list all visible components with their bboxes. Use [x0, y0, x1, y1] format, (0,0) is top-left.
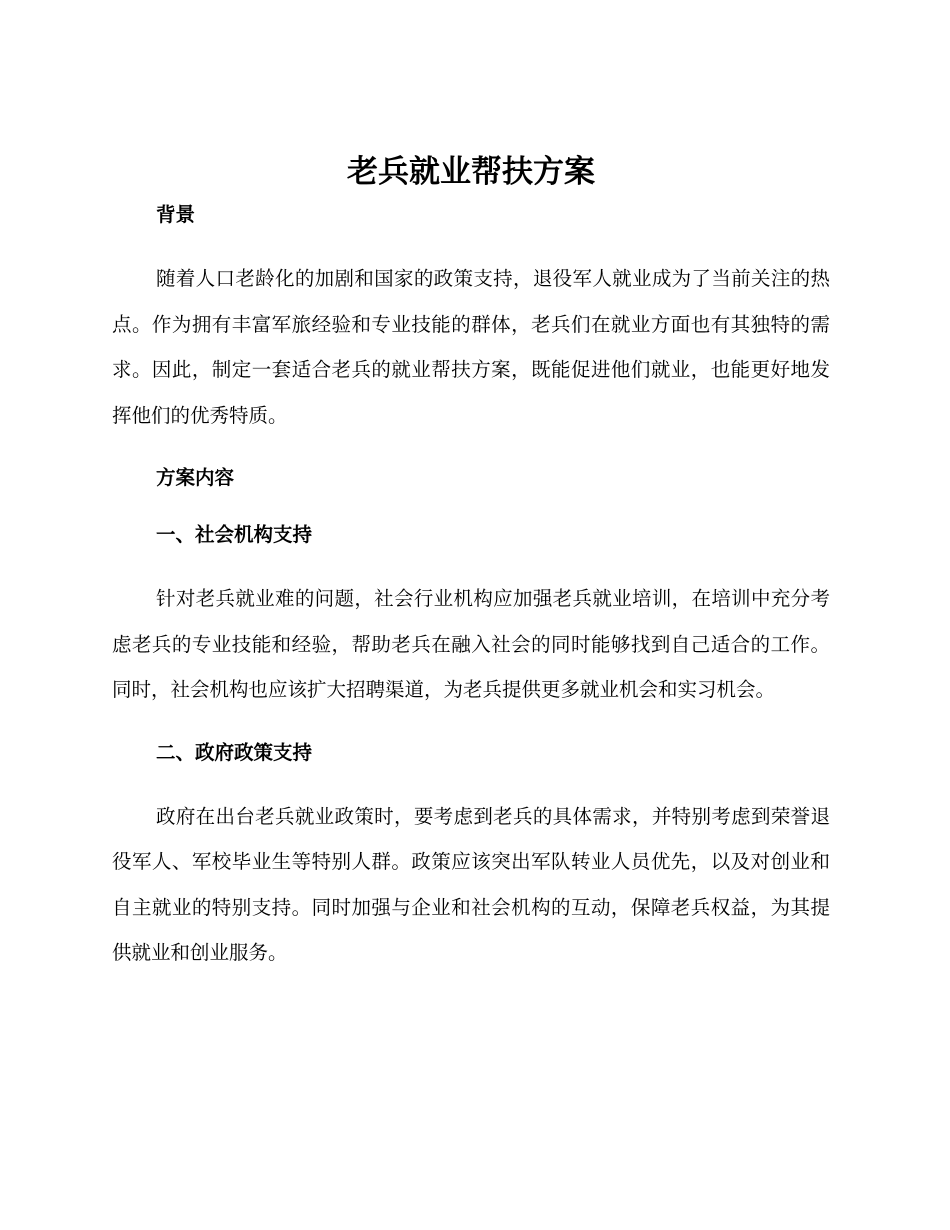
paragraph-background: 随着人口老龄化的加剧和国家的政策支持，退役军人就业成为了当前关注的热点。作为拥有丰富军旅经验和专业技能的群体，老兵们在就业方面也有其独特的需求。因此，制定一套适合老兵的就业帮扶方案，既能促进他们就业，也能更好地发挥他们的优秀特质。	[112, 267, 830, 427]
section-heading-social-institutions: 一、社会机构支持	[156, 523, 313, 546]
paragraph-social-institutions: 针对老兵就业难的问题，社会行业机构应加强老兵就业培训，在培训中充分考虑老兵的专业技能和经验，帮助老兵在融入社会的同时能够找到自己适合的工作。同时，社会机构也应该扩大招聘渠道，为老兵提供更多就业机会和实习机会。	[112, 587, 830, 701]
section-heading-background: 背景	[156, 203, 196, 226]
section-plan-content	[112, 462, 830, 519]
section-government-policy	[112, 737, 830, 976]
paragraph-government-policy: 政府在出台老兵就业政策时，要考虑到老兵的具体需求，并特别考虑到荣誉退役军人、军校毕业生等特别人群。政策应该突出军队转业人员优先，以及对创业和自主就业的特别支持。同时加强与企业和社会机构的互动，保障老兵权益，为其提供就业和创业服务。	[112, 804, 830, 964]
section-social-institutions	[112, 519, 830, 737]
document-title: 老兵就业帮扶方案	[347, 154, 595, 190]
section-heading-government-policy: 二、政府政策支持	[156, 740, 313, 764]
section-background	[112, 199, 830, 462]
document-page	[112, 150, 830, 976]
section-heading-plan-content: 方案内容	[156, 466, 235, 489]
